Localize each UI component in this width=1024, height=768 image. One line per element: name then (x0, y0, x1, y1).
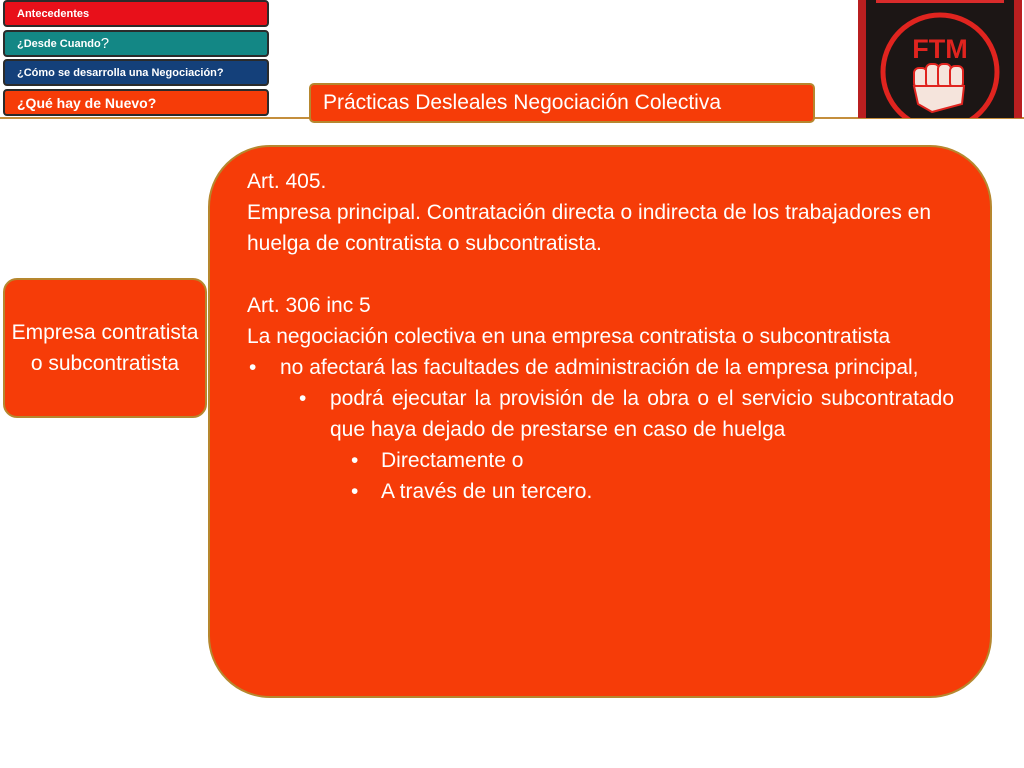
bullet-item-level3 (247, 476, 954, 507)
article-306-heading: Art. 306 inc 5 (247, 294, 371, 317)
raised-fist-icon (866, 0, 1014, 118)
spacer (247, 259, 954, 290)
nav-tab-label: ¿Cómo se desarrolla una Negociación? (17, 66, 224, 79)
side-topic-box (3, 278, 207, 418)
article-405-heading: Art. 405. (247, 170, 327, 193)
nav-tab-como-negociacion[interactable] (3, 59, 269, 86)
bullet-icon: • (249, 356, 257, 379)
nav-tab-qmark: ? (100, 35, 110, 52)
logo-text: FTM (912, 34, 968, 64)
bullet-text: no afectará las facultades de administración de la empresa principal, (280, 356, 919, 379)
main-content (247, 166, 954, 507)
article-405-text: Empresa principal. Contratación directa o indirecta de los trabajadores en huelga de contratista o subcontratista. (247, 201, 932, 255)
side-topic-text: Empresa contratista o subcontratista (11, 321, 199, 375)
bullet-icon: • (299, 387, 307, 410)
bullet-icon: • (351, 449, 359, 472)
bullet-item-level3 (247, 445, 954, 476)
bullet-item-level1 (247, 352, 954, 383)
page-title-box (309, 83, 815, 123)
main-content-box (208, 145, 992, 698)
nav-tab-antecedentes[interactable] (3, 0, 269, 27)
bullet-text: podrá ejecutar la provisión de la obra o el servicio subcontratado que haya dejado de prestarse en caso de huelga (330, 387, 954, 441)
bullet-item-level2 (247, 383, 954, 445)
nav-tab-que-hay-de-nuevo[interactable] (3, 89, 269, 116)
nav-tab-desde-cuando[interactable] (3, 30, 269, 57)
bullet-text: A través de un tercero. (381, 480, 593, 503)
article-306-text: La negociación colectiva en una empresa contratista o subcontratista (247, 325, 891, 348)
bullet-text: Directamente o (381, 449, 524, 472)
ftm-logo (858, 0, 1022, 118)
page-title: Prácticas Desleales Negociación Colectiva (323, 91, 722, 114)
nav-tab-label: Antecedentes (17, 7, 90, 20)
nav-tab-label: ¿Desde Cuando (17, 37, 101, 50)
bullet-icon: • (351, 480, 359, 503)
nav-tab-label: ¿Qué hay de Nuevo? (17, 94, 157, 111)
